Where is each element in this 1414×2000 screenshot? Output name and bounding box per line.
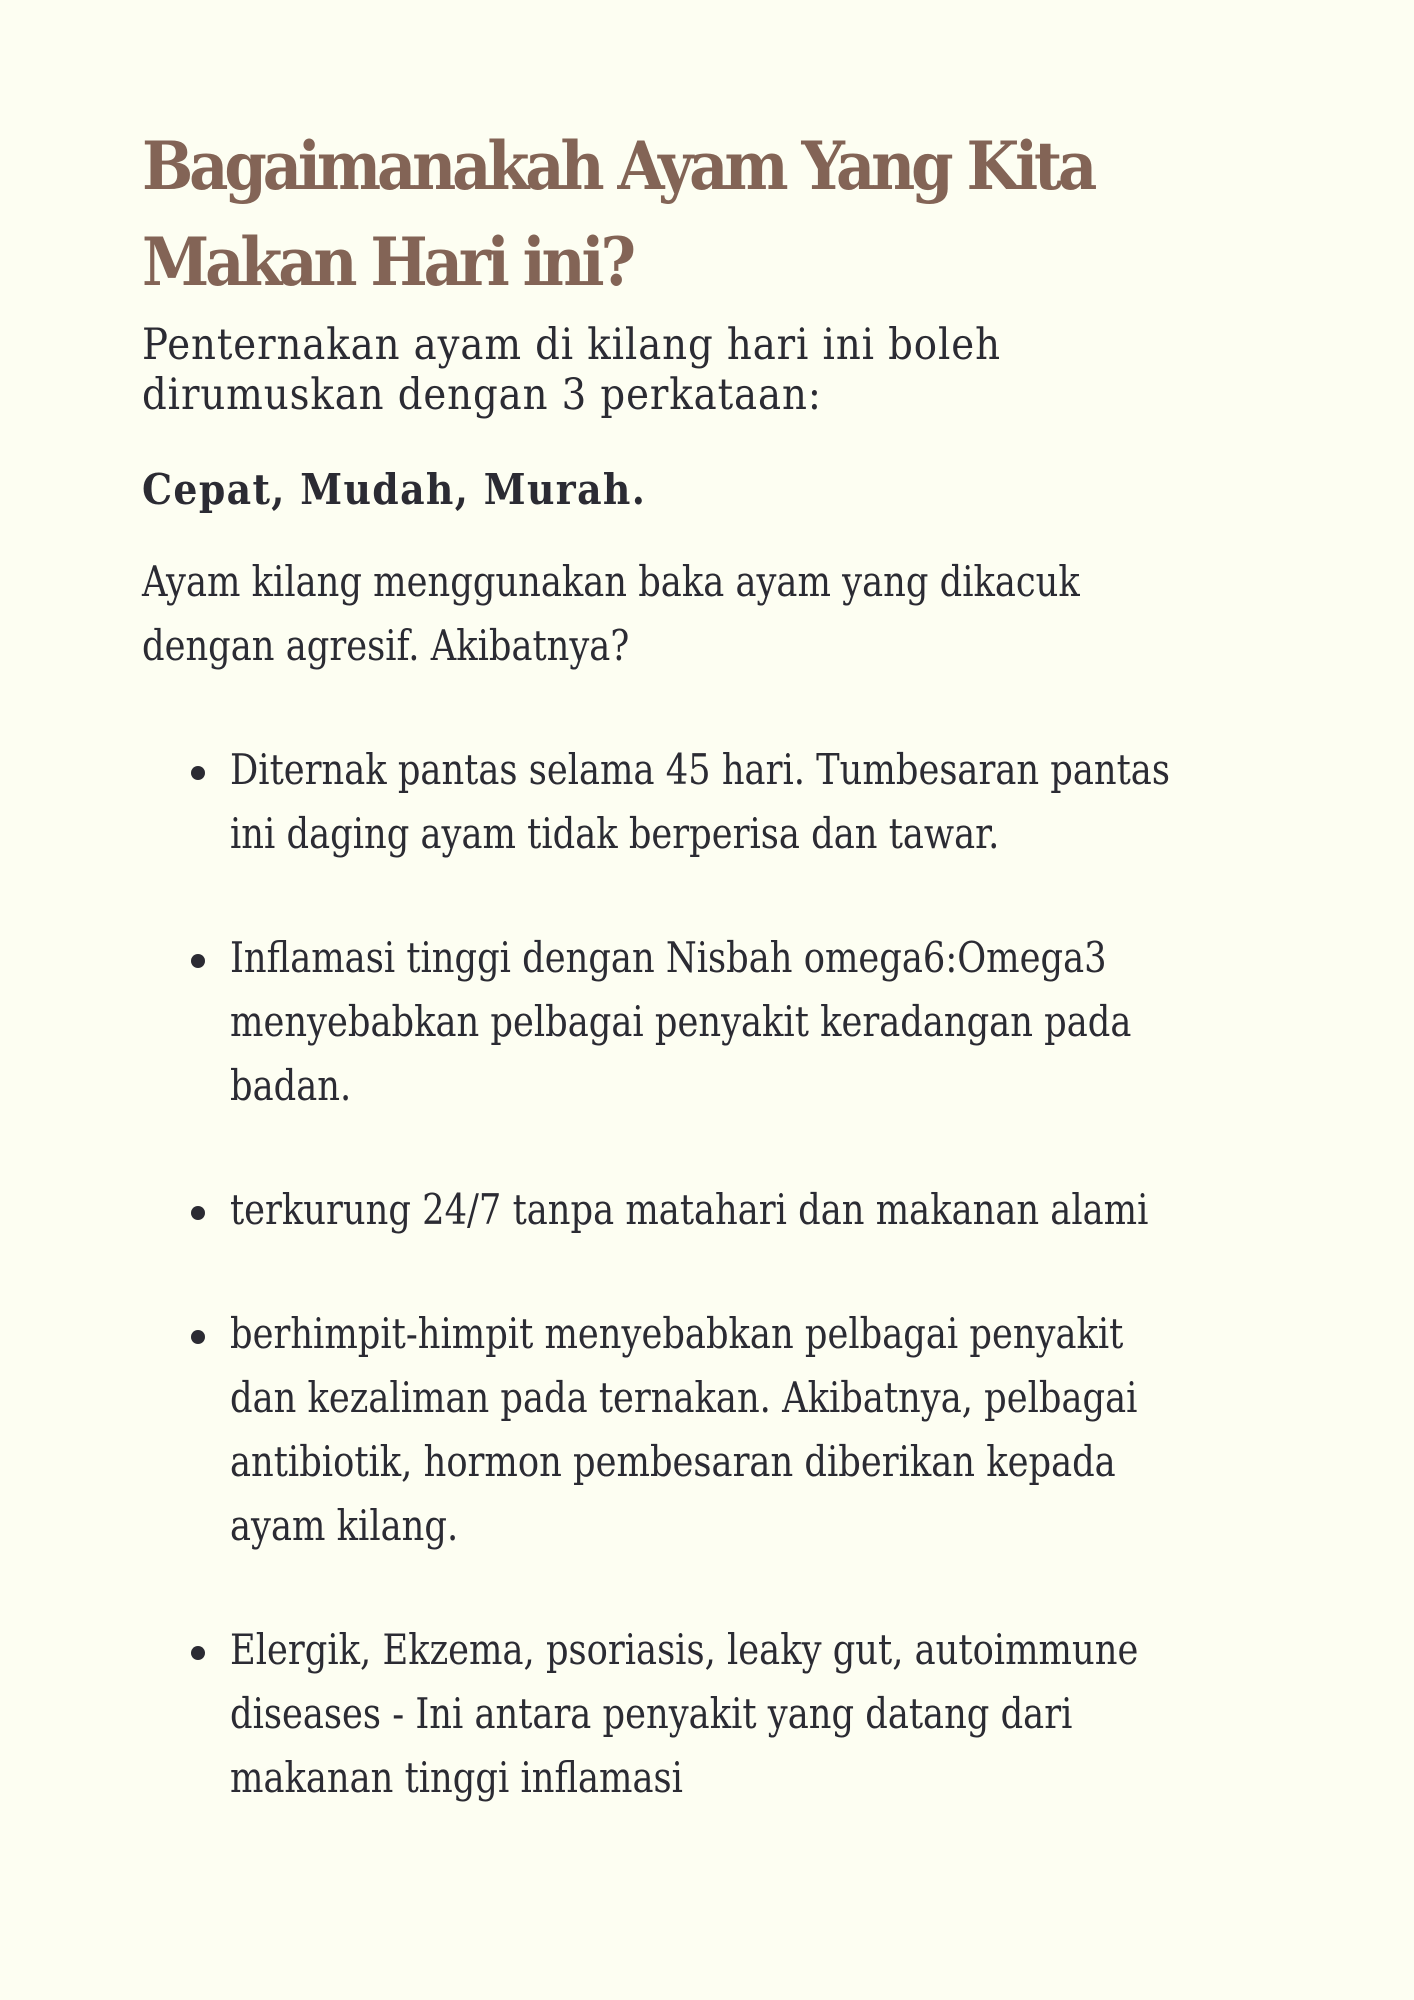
- list-item: [142, 1302, 1342, 1558]
- intro-paragraph: [142, 320, 1312, 420]
- list-item-line: badan.: [230, 1061, 352, 1110]
- list-item-line: Diternak pantas selama 45 hari. Tumbesaran pantas: [230, 745, 1170, 794]
- para-line-1: Ayam kilang menggunakan baka ayam yang dikacuk: [142, 557, 1080, 606]
- list-item-line: Inflamasi tinggi dengan Nisbah omega6:Omega3: [230, 933, 1107, 982]
- list-item-line: Elergik, Ekzema, psoriasis, leaky gut, autoimmune: [230, 1625, 1139, 1674]
- list-item-text: [230, 1302, 1339, 1558]
- list-item-line: ayam kilang.: [230, 1501, 459, 1550]
- list-item-line: antibiotik, hormon pembesaran diberikan kepada: [230, 1437, 1116, 1486]
- list-item-text: [230, 926, 1339, 1118]
- bullet-list: [142, 738, 1342, 1810]
- list-item-line: menyebabkan pelbagai penyakit keradangan pada: [230, 997, 1132, 1046]
- page-title: [142, 118, 1338, 310]
- document-page: [142, 118, 1342, 1870]
- list-item-line: terkurung 24/7 tanpa matahari dan makanan alami: [230, 1185, 1149, 1234]
- list-item-line: diseases - Ini antara penyakit yang datang dari: [230, 1689, 1073, 1738]
- bullet-icon: [191, 954, 205, 968]
- tagline: Cepat, Mudah, Murah.: [142, 465, 647, 514]
- intro-line-2: dirumuskan dengan 3 perkataan:: [142, 370, 822, 420]
- title-line-1: Bagaimanakah Ayam Yang Kita: [142, 127, 1094, 205]
- list-item: [142, 926, 1342, 1118]
- list-item-text: [230, 1618, 1339, 1810]
- list-item: [142, 1178, 1342, 1242]
- list-item-text: [230, 1178, 1339, 1242]
- bullet-icon: [191, 1206, 205, 1220]
- list-item: [142, 738, 1342, 866]
- list-item-line: makanan tinggi inflamasi: [230, 1753, 683, 1802]
- bullet-icon: [191, 1330, 205, 1344]
- para-line-2: dengan agresif. Akibatnya?: [142, 621, 630, 670]
- list-item-line: berhimpit-himpit menyebabkan pelbagai penyakit: [230, 1309, 1124, 1358]
- list-item: [142, 1618, 1342, 1810]
- bullet-icon: [191, 1646, 205, 1660]
- list-item-line: dan kezaliman pada ternakan. Akibatnya, pelbagai: [230, 1373, 1138, 1422]
- bullet-icon: [191, 766, 205, 780]
- list-item-line: ini daging ayam tidak berperisa dan tawar.: [230, 809, 1000, 858]
- list-item-text: [230, 738, 1339, 866]
- title-line-2: Makan Hari ini?: [142, 223, 632, 301]
- intro-line-1: Penternakan ayam di kilang hari ini boleh: [142, 320, 1001, 370]
- body-paragraph: [142, 550, 1318, 678]
